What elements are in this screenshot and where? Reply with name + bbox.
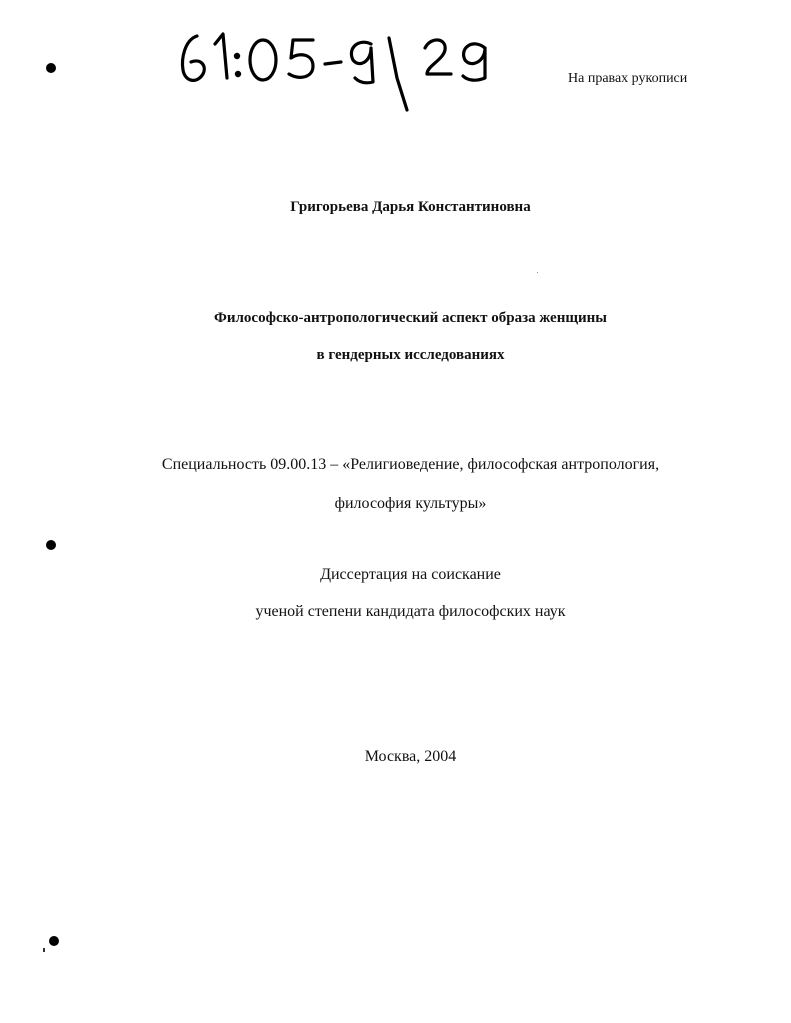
author-name: Григорьева Дарья Константиновна	[290, 199, 531, 215]
specialty-line-1: Специальность 09.00.13 – «Религиоведение, философская антропология,	[161, 456, 660, 473]
punch-hole-mark-top	[46, 63, 56, 73]
scan-speck	[537, 272, 538, 273]
scan-speck	[43, 948, 45, 952]
punch-hole-mark-middle	[46, 540, 56, 550]
dissertation-title-line-2: в гендерных исследованиях	[316, 347, 505, 363]
handwritten-archive-code	[175, 18, 535, 118]
manuscript-rights-note: На правах рукописи	[568, 71, 688, 86]
dissertation-title-line-1: Философско-антропологический аспект образа женщины	[213, 310, 608, 326]
degree-line-1: Диссертация на соискание	[320, 566, 501, 583]
place-and-year: Москва, 2004	[364, 748, 457, 765]
punch-hole-mark-bottom	[49, 936, 59, 946]
degree-line-2: ученой степени кандидата философских наук	[255, 603, 566, 620]
handwriting-icon	[175, 18, 535, 118]
specialty-line-2: философия культуры»	[334, 495, 487, 512]
